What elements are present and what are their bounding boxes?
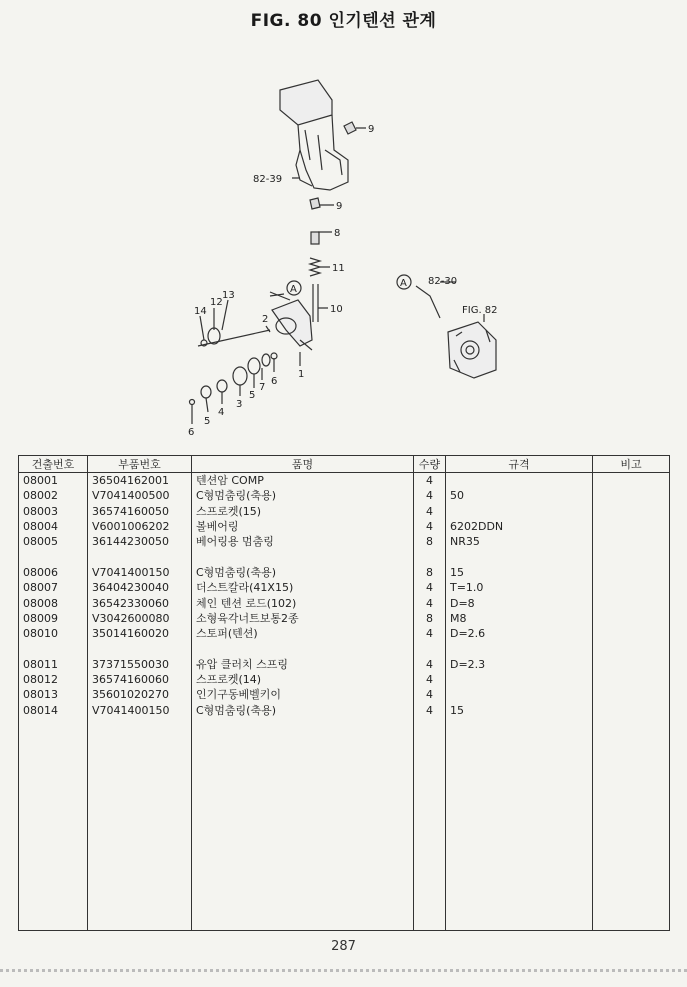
remarks-cell	[593, 702, 670, 717]
ref-mark-a-right: A	[400, 278, 407, 289]
callout-6-right: 6	[271, 376, 278, 387]
table-header-row	[19, 456, 670, 473]
exploded-parts-diagram	[0, 0, 687, 450]
spec-cell	[446, 641, 593, 656]
part-no-cell	[88, 641, 192, 656]
callout-6-left: 6	[188, 427, 195, 438]
parts-table	[18, 455, 670, 931]
item-no-cell: 08012	[19, 672, 88, 687]
part-no-cell: 36574160050	[88, 504, 192, 519]
quantity-cell	[414, 549, 446, 564]
parts-table-body	[19, 473, 670, 931]
callout-3: 3	[236, 399, 243, 410]
part-name-cell: 더스트칼라(41X15)	[192, 580, 414, 595]
part-no-cell: V6001006202	[88, 519, 192, 534]
quantity-cell: 4	[414, 626, 446, 641]
part-no-cell: 36542330060	[88, 595, 192, 610]
part-no-cell: 35014160020	[88, 626, 192, 641]
remarks-cell	[593, 672, 670, 687]
empty-cell	[19, 718, 88, 931]
remarks-cell	[593, 534, 670, 549]
footer-divider	[0, 969, 687, 972]
callout-11: 11	[332, 263, 345, 274]
table-row	[19, 657, 670, 672]
quantity-cell: 4	[414, 488, 446, 503]
quantity-cell: 8	[414, 534, 446, 549]
callout-1: 1	[298, 369, 305, 380]
part-name-cell: C형멈춤링(축용)	[192, 488, 414, 503]
callout-14: 14	[194, 306, 207, 317]
callout-13: 13	[222, 290, 235, 301]
remarks-cell	[593, 473, 670, 489]
callout-82-30: 82-30	[428, 276, 458, 287]
callout-5-right: 5	[249, 390, 256, 401]
callout-7: 7	[259, 382, 266, 393]
header-quantity: 수량	[414, 456, 446, 473]
remarks-cell	[593, 488, 670, 503]
table-row	[19, 534, 670, 549]
remarks-cell	[593, 565, 670, 580]
spec-cell: 50	[446, 488, 593, 503]
part-name-cell: 베어링용 멈춤링	[192, 534, 414, 549]
part-name-cell: 인기구동베벨키이	[192, 687, 414, 702]
table-row	[19, 488, 670, 503]
header-spec: 규격	[446, 456, 593, 473]
part-no-cell: 37371550030	[88, 657, 192, 672]
header-part-name: 품명	[192, 456, 414, 473]
page-number: 287	[331, 939, 356, 954]
part-no-cell: V3042600080	[88, 611, 192, 626]
part-no-cell: 35601020270	[88, 687, 192, 702]
quantity-cell: 4	[414, 580, 446, 595]
table-row	[19, 687, 670, 702]
part-name-cell: 소형육각너트보통2종	[192, 611, 414, 626]
part-name-cell: 유압 클러치 스프링	[192, 657, 414, 672]
remarks-cell	[593, 611, 670, 626]
remarks-cell	[593, 519, 670, 534]
item-no-cell	[19, 549, 88, 564]
spec-cell: 6202DDN	[446, 519, 593, 534]
part-no-cell	[88, 549, 192, 564]
part-name-cell: C형멈춤링(축용)	[192, 702, 414, 717]
part-no-cell: V7041400150	[88, 565, 192, 580]
part-name-cell: 스프로켓(15)	[192, 504, 414, 519]
part-no-cell: 36504162001	[88, 473, 192, 489]
table-row	[19, 595, 670, 610]
part-name-cell: C형멈춤링(축용)	[192, 565, 414, 580]
table-row	[19, 519, 670, 534]
item-no-cell: 08013	[19, 687, 88, 702]
item-no-cell: 08004	[19, 519, 88, 534]
spec-cell	[446, 672, 593, 687]
part-no-cell: V7041400150	[88, 702, 192, 717]
remarks-cell	[593, 657, 670, 672]
table-row	[19, 580, 670, 595]
item-no-cell: 08006	[19, 565, 88, 580]
spec-cell	[446, 504, 593, 519]
spec-cell	[446, 687, 593, 702]
table-row	[19, 611, 670, 626]
quantity-cell: 4	[414, 473, 446, 489]
spec-cell	[446, 549, 593, 564]
spec-cell: NR35	[446, 534, 593, 549]
table-row	[19, 626, 670, 641]
remarks-cell	[593, 595, 670, 610]
remarks-cell	[593, 580, 670, 595]
quantity-cell: 4	[414, 702, 446, 717]
callout-8: 8	[334, 228, 341, 239]
callout-9-nut: 9	[336, 201, 343, 212]
part-no-cell: V7041400500	[88, 488, 192, 503]
callout-fig-82: FIG. 82	[462, 305, 498, 316]
table-filler-row	[19, 718, 670, 931]
part-name-cell: 스토퍼(텐션)	[192, 626, 414, 641]
callout-4: 4	[218, 407, 225, 418]
part-name-cell: 체인 텐션 로드(102)	[192, 595, 414, 610]
quantity-cell: 4	[414, 687, 446, 702]
item-no-cell: 08001	[19, 473, 88, 489]
item-no-cell: 08002	[19, 488, 88, 503]
table-row	[19, 641, 670, 656]
part-name-cell: 볼베어링	[192, 519, 414, 534]
spec-cell: D=2.3	[446, 657, 593, 672]
part-name-cell: 스프로켓(14)	[192, 672, 414, 687]
spec-cell: D=8	[446, 595, 593, 610]
part-no-cell: 36404230040	[88, 580, 192, 595]
spec-cell: 15	[446, 565, 593, 580]
header-item-no: 건출번호	[19, 456, 88, 473]
table-row	[19, 504, 670, 519]
callout-12: 12	[210, 297, 223, 308]
part-no-cell: 36574160060	[88, 672, 192, 687]
spec-cell: T=1.0	[446, 580, 593, 595]
spec-cell: M8	[446, 611, 593, 626]
spec-cell	[446, 473, 593, 489]
callout-5-left: 5	[204, 416, 211, 427]
empty-cell	[88, 718, 192, 931]
figure-title: FIG. 80 인기텐션 관계	[250, 11, 437, 31]
item-no-cell: 08007	[19, 580, 88, 595]
item-no-cell	[19, 641, 88, 656]
table-row	[19, 473, 670, 489]
callout-2: 2	[262, 314, 269, 325]
empty-cell	[192, 718, 414, 931]
callout-9-top: 9	[368, 124, 375, 135]
remarks-cell	[593, 504, 670, 519]
quantity-cell	[414, 641, 446, 656]
part-name-cell	[192, 549, 414, 564]
item-no-cell: 08009	[19, 611, 88, 626]
item-no-cell: 08011	[19, 657, 88, 672]
part-name-cell	[192, 641, 414, 656]
callout-82-39: 82-39	[253, 174, 283, 185]
table-row	[19, 565, 670, 580]
quantity-cell: 4	[414, 672, 446, 687]
empty-cell	[593, 718, 670, 931]
remarks-cell	[593, 687, 670, 702]
empty-cell	[414, 718, 446, 931]
spec-cell: D=2.6	[446, 626, 593, 641]
table-row	[19, 549, 670, 564]
header-remarks: 비고	[593, 456, 670, 473]
item-no-cell: 08003	[19, 504, 88, 519]
quantity-cell: 8	[414, 611, 446, 626]
quantity-cell: 4	[414, 595, 446, 610]
header-part-no: 부품번호	[88, 456, 192, 473]
item-no-cell: 08005	[19, 534, 88, 549]
remarks-cell	[593, 549, 670, 564]
item-no-cell: 08010	[19, 626, 88, 641]
callout-10: 10	[330, 304, 343, 315]
quantity-cell: 8	[414, 565, 446, 580]
spec-cell: 15	[446, 702, 593, 717]
remarks-cell	[593, 641, 670, 656]
empty-cell	[446, 718, 593, 931]
part-name-cell: 텐션암 COMP	[192, 473, 414, 489]
remarks-cell	[593, 626, 670, 641]
ref-mark-a-left: A	[290, 284, 297, 295]
quantity-cell: 4	[414, 657, 446, 672]
table-row	[19, 672, 670, 687]
part-no-cell: 36144230050	[88, 534, 192, 549]
quantity-cell: 4	[414, 519, 446, 534]
table-row	[19, 702, 670, 717]
quantity-cell: 4	[414, 504, 446, 519]
item-no-cell: 08014	[19, 702, 88, 717]
item-no-cell: 08008	[19, 595, 88, 610]
